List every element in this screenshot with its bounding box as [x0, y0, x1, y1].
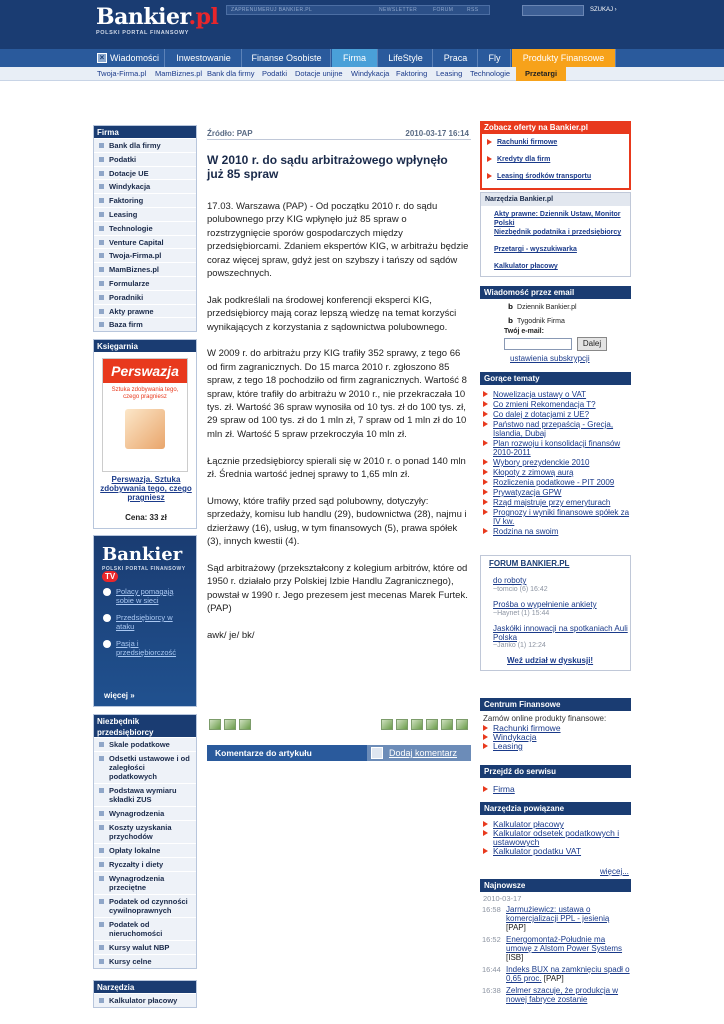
- hot-topic-link[interactable]: Rozliczenia podatkowe - PIT 2009: [480, 478, 631, 487]
- narzedzia-item[interactable]: Kalkulator płacowy: [94, 993, 196, 1007]
- offer-link[interactable]: Rachunki firmowe: [484, 138, 627, 147]
- play-icon: [103, 614, 111, 622]
- firma-item[interactable]: Podatki: [94, 152, 196, 166]
- share-icon[interactable]: [381, 719, 393, 730]
- hot-topic-link[interactable]: Nowelizacja ustawy o VAT: [480, 390, 631, 399]
- nav-wiadomosci[interactable]: Wiadomości: [105, 49, 165, 67]
- firma-menu-title: Firma: [94, 126, 196, 138]
- related-tool-link[interactable]: Kalkulator odsetek podatkowych i ustawowych: [480, 829, 631, 847]
- subnav-bank-dla-firmy[interactable]: Bank dla firmy: [207, 69, 255, 78]
- offers-box: [480, 121, 631, 190]
- newsletter-box: [480, 286, 631, 368]
- tv-link[interactable]: Polacy pomagają sobie w sieci: [116, 587, 174, 605]
- related-tool-link[interactable]: Kalkulator podatku VAT: [480, 847, 631, 856]
- firma-item[interactable]: Leasing: [94, 207, 196, 221]
- poradnik-menu: [93, 714, 197, 969]
- hot-topic-link[interactable]: Co zmieni Rekomendacja T?: [480, 400, 631, 409]
- tool-link[interactable]: Kalkulator płacowy: [494, 263, 558, 270]
- forum-join-link[interactable]: Weź udział w dyskusji!: [507, 656, 594, 665]
- top-link-forum[interactable]: FORUM: [433, 7, 454, 13]
- subscription-settings-link[interactable]: ustawienia subskrypcji: [510, 354, 590, 363]
- go-to-service-title: Przejdź do serwisu: [480, 765, 631, 778]
- news-time: 16:38: [482, 986, 501, 995]
- article-body: [207, 200, 471, 656]
- article-paragraph: W 2009 r. do arbitrażu przy KIG trafiły 352 sprawy, z tego 66 od firm zagranicznych. Do 15 marca 2010 r. zgłoszono 85 spraw, z tego 18 pochodziło od firm zagranicznych. Wartość 8 spraw, które trafiły do arbitrażu w 2010 r., nie przekraczała 10 tys. zł. Wartość 36 spraw wynosiła od 10 tys. zł do 100 tys. zł, 29 spraw od 100 tys. zł do 1 mln zł, 7 spraw od 1 mln zł do 10 mln zł. Wartość 5 spraw przekroczyła 10 mln zł.: [207, 348, 467, 440]
- hot-topic-link[interactable]: Państwo nad przepaścią - Grecja, Islandia, Dubaj: [480, 420, 631, 438]
- share-icon[interactable]: [224, 719, 236, 730]
- tv-more-link[interactable]: więcej »: [104, 691, 135, 700]
- poradnik-item[interactable]: Odsetki ustawowe i od zaległości podatkowych: [94, 751, 196, 783]
- narzedzia-title: Narzędzia: [94, 981, 196, 993]
- nav-praca[interactable]: Praca: [434, 49, 478, 67]
- tool-link[interactable]: Akty prawne: Dziennik Ustaw, Monitor Polski: [494, 211, 621, 227]
- article-date: 2010-03-17 16:14: [405, 129, 469, 138]
- email-field[interactable]: [504, 338, 572, 350]
- book-cover[interactable]: Perswazja Sztuka zdobywania tego, czego pragniesz: [102, 358, 188, 472]
- forum-topic-link[interactable]: Prośba o wypełnienie ankiety: [493, 600, 597, 609]
- subnav-podatki[interactable]: Podatki: [262, 69, 288, 78]
- play-icon: [103, 588, 111, 596]
- comment-icon: [371, 747, 383, 759]
- firma-item[interactable]: Formularze: [94, 276, 196, 290]
- article-source: Źródło: PAP: [207, 129, 253, 138]
- poradnik-item[interactable]: Podatek od nieruchomości: [94, 917, 196, 940]
- sub-nav: [0, 67, 724, 81]
- go-to-service-link[interactable]: Firma: [480, 785, 631, 794]
- latest-news-box: [480, 879, 631, 1007]
- subnav-dotacje[interactable]: Dotacje unijne: [295, 69, 343, 78]
- newsletter-option[interactable]: b Dziennik Bankier.pl: [508, 303, 577, 311]
- finance-center-link[interactable]: Rachunki firmowe: [480, 724, 631, 733]
- tool-link[interactable]: Niezbędnik podatnika i przedsiębiorcy: [494, 229, 622, 236]
- narzedzia-menu: [93, 980, 197, 1008]
- share-icon[interactable]: [456, 719, 468, 730]
- firma-item[interactable]: Bank dla firmy: [94, 138, 196, 152]
- subnav-przetargi[interactable]: Przetargi: [516, 67, 566, 81]
- close-icon[interactable]: ×: [97, 53, 107, 63]
- hot-topic-link[interactable]: Wybory prezydenckie 2010: [480, 458, 631, 467]
- firma-item[interactable]: MamBiznes.pl: [94, 262, 196, 276]
- forum-topic-link[interactable]: do roboty: [493, 576, 527, 585]
- latest-news-item: [480, 986, 631, 1004]
- hot-topic-link[interactable]: Kłopoty z zimową aurą: [480, 468, 631, 477]
- subnav-windykacja[interactable]: Windykacja: [351, 69, 390, 78]
- latest-news-item: 16:52 Energomontaż-Południe ma umowę z Alstom Power Systems [ISB]: [482, 935, 623, 962]
- more-tools-link[interactable]: więcej...: [600, 867, 629, 876]
- share-icon[interactable]: [441, 719, 453, 730]
- article-signature: awk/ je/ bk/: [207, 629, 255, 641]
- comments-label: Komentarze do artykułu: [215, 748, 312, 758]
- forum-topic-link[interactable]: Jaskółki innowacji na spotkaniach Auli Polska: [493, 624, 628, 642]
- finance-center-link[interactable]: Leasing: [480, 742, 631, 751]
- top-link-subscribe[interactable]: ZAPRENUMERUJ BANKIER.PL: [231, 7, 313, 13]
- share-icons-row: [207, 719, 471, 731]
- latest-news-item: 16:44 Indeks BUX na zamknięciu spadł o 0,65 proc. [PAP]: [482, 965, 630, 983]
- forum-title[interactable]: FORUM BANKIER.PL: [489, 559, 570, 568]
- newsletter-title: Wiadomość przez email: [480, 286, 631, 299]
- share-icon[interactable]: [411, 719, 423, 730]
- share-icon[interactable]: [426, 719, 438, 730]
- add-comment-button[interactable]: Dodaj komentarz: [367, 745, 471, 761]
- nav-firma[interactable]: Firma: [332, 49, 378, 67]
- main-nav: [0, 49, 724, 67]
- news-time: 16:44: [482, 965, 501, 974]
- latest-news-title: Najnowsze: [480, 879, 631, 892]
- article-meta: [207, 128, 471, 140]
- tool-link[interactable]: Przetargi - wyszukiwarka: [494, 246, 577, 253]
- firma-item[interactable]: Windykacja: [94, 179, 196, 193]
- search-input[interactable]: [522, 5, 584, 16]
- bankier-logo[interactable]: Bankier.pl POLSKI PORTAL FINANSOWY: [96, 4, 219, 36]
- share-icon[interactable]: [239, 719, 251, 730]
- bookstore-box: [93, 339, 197, 529]
- forum-topic-meta: ~Janko (1) 12:24: [493, 642, 546, 649]
- nav-fly[interactable]: Fly: [479, 49, 511, 67]
- bankier-tools-box: [480, 192, 631, 277]
- article-paragraph: Jak podkreślali na środowej konferencji eksperci KIG, przedsiębiorcy mają coraz lepszą wiedzę na temat korzyści wynikających z korzystania z sądownictwa polubownego.: [207, 294, 457, 333]
- bankier-tv-box: Bankier TV POLSKI PORTAL FINANSOWY Polacy pomagają sobie w sieci Przedsiębiorcy w ataku Pasja i przedsiębiorczość więcej »: [93, 535, 197, 707]
- firma-item[interactable]: Faktoring: [94, 193, 196, 207]
- poradnik-title: Niezbędnik przedsiębiorcy: [94, 715, 196, 737]
- hot-topic-link[interactable]: Prognozy i wyniki finansowe spółek za IV kw.: [480, 508, 631, 526]
- nav-inwestowanie[interactable]: Inwestowanie: [166, 49, 242, 67]
- finance-center-box: [480, 698, 631, 751]
- book-art-icon: [125, 409, 165, 449]
- related-tool-link[interactable]: Kalkulator płacowy: [480, 820, 631, 829]
- hot-topic-link[interactable]: Rząd majstruje przy emeryturach: [480, 498, 631, 507]
- play-icon: [103, 640, 111, 648]
- poradnik-item[interactable]: Skale podatkowe: [94, 737, 196, 751]
- book-price: Cena: 33 zł: [125, 513, 167, 522]
- bankier-tv-logo[interactable]: Bankier TV: [102, 544, 183, 581]
- firma-item[interactable]: Poradniki: [94, 290, 196, 304]
- article-title: W 2010 r. do sądu arbitrażowego wpłynęło już 85 spraw: [207, 153, 448, 181]
- subnav-technologie[interactable]: Technologie: [470, 69, 511, 78]
- finance-center-title: Centrum Finansowe: [480, 698, 631, 711]
- radio-icon[interactable]: b: [508, 303, 514, 311]
- subnav-mambiznes[interactable]: MamBiznes.pl: [155, 69, 203, 78]
- finance-center-link[interactable]: Windykacja: [480, 733, 631, 742]
- forum-box: [480, 555, 631, 671]
- bankier-tools-title: Narzędzia Bankier.pl: [481, 193, 630, 206]
- offer-link[interactable]: Leasing środków transportu: [484, 172, 627, 181]
- firma-item[interactable]: Baza firm: [94, 317, 196, 331]
- subnav-leasing[interactable]: Leasing: [436, 69, 463, 78]
- top-links-bar: [226, 5, 490, 15]
- go-to-service-box: [480, 765, 631, 794]
- hot-topic-link[interactable]: Co dalej z dotacjami z UE?: [480, 410, 631, 419]
- comments-bar: [207, 745, 471, 761]
- site-header: [0, 0, 724, 49]
- poradnik-item[interactable]: Podatek od czynności cywilnoprawnych: [94, 894, 196, 917]
- poradnik-item[interactable]: Podstawa wymiaru składki ZUS: [94, 783, 196, 806]
- related-tools-title: Narzędzia powiązane: [480, 802, 631, 815]
- article-paragraph: Łącznie przedsiębiorcy spierali się w 2010 r. o ponad 140 mln zł. Średnia wartość jednej sprawy to 1,65 mln zł.: [207, 455, 466, 481]
- poradnik-item[interactable]: Wynagrodzenia: [94, 806, 196, 820]
- article-paragraph: 17.03. Warszawa (PAP) - Od początku 2010 r. do sądu polubownego przy KIG wpłynęło już 85 spraw o rozstrzygnięcie sporów gospodarczych między przedsiębiorcami. Zdaniem ekspertów KIG, w arbitrażu będzie coraz więcej spraw, gdyż jest on szybszy i tańszy od sądów powszechnych.: [207, 201, 469, 280]
- news-headline-link[interactable]: Jarmużiewicz: ustawa o komercjalizacji PPL - jesienią: [506, 905, 610, 923]
- latest-news-item: 16:58 Jarmużiewicz: ustawa o komercjalizacji PPL - jesienią [PAP]: [482, 905, 610, 932]
- tv-link[interactable]: Pasja i przedsiębiorczość: [116, 639, 177, 657]
- poradnik-item[interactable]: Kursy walut NBP: [94, 940, 196, 954]
- email-label: Twój e-mail:: [504, 328, 544, 335]
- latest-news-date: 2010-03-17: [483, 894, 522, 903]
- radio-icon[interactable]: b: [508, 317, 514, 325]
- share-icon[interactable]: [209, 719, 221, 730]
- top-link-rss[interactable]: RSS: [467, 7, 479, 13]
- article-paragraph: Umowy, które trafiły przed sąd polubowny, dotyczyły: sprzedaży, komisu lub handlu (29), budownictwa (28), najmu i dzierżawy (16), usług, w tym finansowych (5), prawa spółek (3), innych kwestii (4).: [207, 495, 467, 548]
- news-headline-link[interactable]: Indeks BUX na zamknięciu spadł o 0,65 proc.: [506, 965, 630, 983]
- hot-topics-box: [480, 372, 631, 536]
- news-time: 16:52: [482, 935, 501, 944]
- news-headline-link[interactable]: Zelmer szacuje, że produkcja w nowej fabryce zostanie: [506, 986, 619, 1004]
- firma-item[interactable]: Twoja-Firma.pl: [94, 248, 196, 262]
- article-paragraph: Sąd arbitrażowy (przekształcony z kolegium arbitrów, które od 1950 r. działało przy Polskiej Izbie Handlu Zagranicznego), powstał w 1990 r. Jego prezesem jest mecenas Marek Furtek. (PAP): [207, 562, 468, 615]
- firma-item[interactable]: Dotacje UE: [94, 166, 196, 180]
- newsletter-option[interactable]: b Tygodnik Firma: [508, 317, 565, 325]
- offer-link[interactable]: Kredyty dla firm: [484, 155, 627, 164]
- nav-finanse-osobiste[interactable]: Finanse Osobiste: [243, 49, 331, 67]
- hot-topic-link[interactable]: Prywatyzacja GPW: [480, 488, 631, 497]
- firma-menu: [93, 125, 197, 332]
- search-button[interactable]: SZUKAJ ›: [590, 7, 617, 13]
- forum-topic-meta: ~tomcio (6) 16:42: [493, 586, 548, 593]
- poradnik-item[interactable]: Ryczałty i diety: [94, 857, 196, 871]
- firma-item[interactable]: Akty prawne: [94, 304, 196, 318]
- news-time: 16:58: [482, 905, 501, 914]
- subnav-faktoring[interactable]: Faktoring: [396, 69, 428, 78]
- finance-center-subtitle: Zamów online produkty finansowe:: [483, 714, 607, 723]
- top-link-newsletter[interactable]: NEWSLETTER: [379, 7, 418, 13]
- hot-topic-link[interactable]: Rodzina na swoim: [480, 527, 631, 536]
- book-title-link[interactable]: Perswazja. Sztuka zdobywania tego, czego pragniesz: [100, 475, 192, 502]
- hot-topics-title: Gorące tematy: [480, 372, 631, 385]
- bookstore-title: Księgarnia: [94, 340, 196, 352]
- related-tools-box: [480, 802, 631, 856]
- tv-link[interactable]: Przedsiębiorcy w ataku: [116, 613, 173, 631]
- offers-title: Zobacz oferty na Bankier.pl: [480, 121, 631, 134]
- share-icon[interactable]: [396, 719, 408, 730]
- nav-lifestyle[interactable]: LifeStyle: [379, 49, 433, 67]
- firma-item[interactable]: Technologie: [94, 221, 196, 235]
- next-button[interactable]: Dalej: [577, 337, 607, 351]
- nav-produkty-finansowe[interactable]: Produkty Finansowe: [512, 49, 616, 67]
- hot-topic-link[interactable]: Plan rozwoju i konsolidacji finansów 2010-2011: [480, 439, 631, 457]
- firma-item[interactable]: Venture Capital: [94, 235, 196, 249]
- forum-topic-meta: ~Haynet (1) 15:44: [493, 610, 550, 617]
- poradnik-item[interactable]: Koszty uzyskania przychodów: [94, 820, 196, 843]
- news-headline-link[interactable]: Energomontaż-Południe ma umowę z Alstom Power Systems: [506, 935, 623, 953]
- poradnik-item[interactable]: Kursy celne: [94, 954, 196, 968]
- poradnik-item[interactable]: Opłaty lokalne: [94, 843, 196, 857]
- poradnik-item[interactable]: Wynagrodzenia przeciętne: [94, 871, 196, 894]
- subnav-twoja-firma[interactable]: Twoja-Firma.pl: [97, 69, 147, 78]
